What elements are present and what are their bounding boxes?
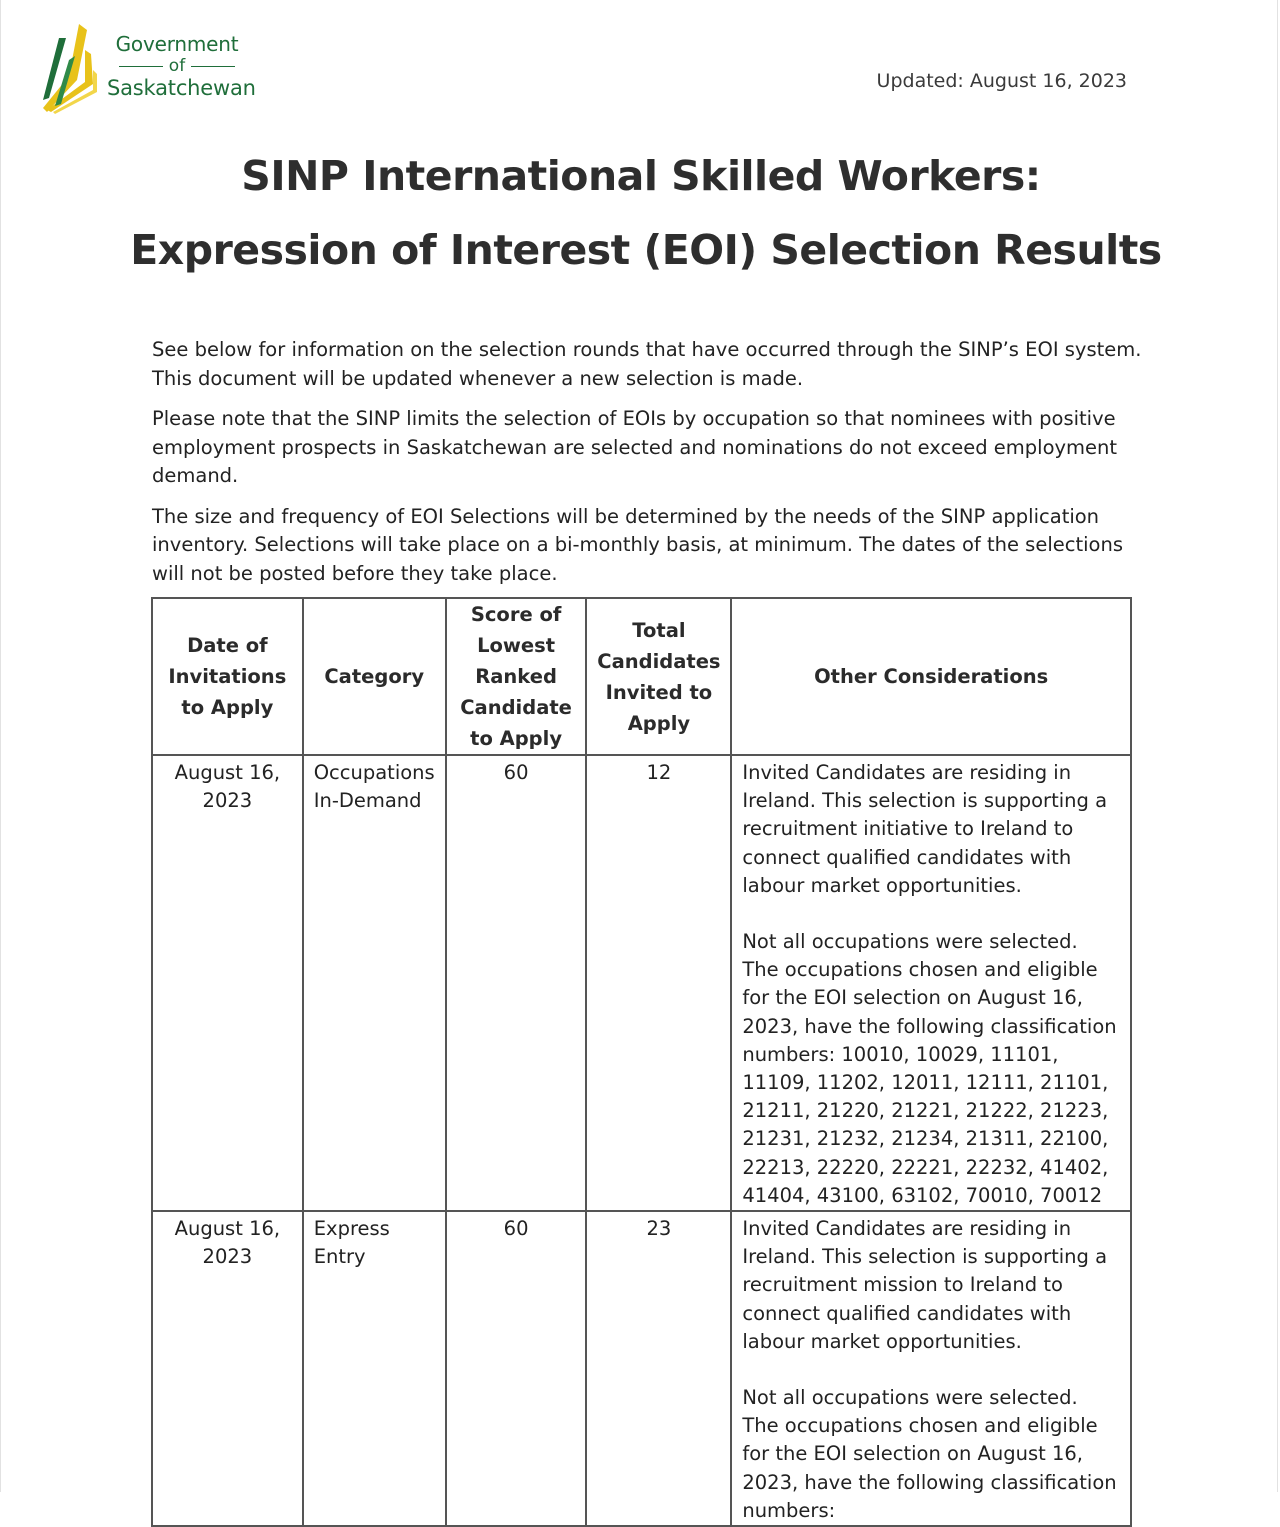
consideration-paragraph-2: Not all occupations were selected. The occupations chosen and eligible for the EOI selection on August 16, 2023, have the following classification numbers:: [742, 1386, 1117, 1522]
wheat-sheaf-logo-icon: [39, 20, 109, 116]
title-line-1: SINP International Skilled Workers:: [241, 152, 1041, 200]
logo-rule-left: [119, 66, 163, 67]
paragraph-gap: [742, 1356, 1120, 1384]
table-row: [152, 1211, 1131, 1526]
intro-text: [152, 336, 1142, 600]
cell-total: 12: [586, 755, 731, 1211]
logo-rule-right: [191, 66, 235, 67]
consideration-paragraph-2: Not all occupations were selected. The occupations chosen and eligible for the EOI selection on August 16, 2023, have the following classification numbers: 10010, 10029, 11101, 11109, 11202, 12011, 12111, 21101, 21211, 21220, 21221, 21222, 21223, 21231, 21232, 21234, 21311, 22100, 22213, 22220, 22221, 22232, 41402, 41404, 43100, 63102, 70010, 70012: [742, 930, 1117, 1207]
intro-paragraph-2: Please note that the SINP limits the selection of EOIs by occupation so that nominees with positive employment prospects in Saskatchewan are selected and nominations do not exceed employment demand.: [152, 407, 1118, 487]
logo-line-of: of: [168, 56, 186, 76]
updated-date: Updated: August 16, 2023: [876, 70, 1127, 92]
logo-line-saskatchewan: Saskatchewan: [107, 76, 256, 100]
logo-line-of-row: [107, 56, 247, 76]
intro-paragraph-1: See below for information on the selection rounds that have occurred through the SINP’s EOI system. This document will be updated whenever a new selection is made.: [152, 338, 1142, 390]
cell-other-considerations: [731, 1211, 1131, 1526]
cell-total: 23: [586, 1211, 731, 1526]
logo-wordmark: [107, 32, 256, 100]
cell-category: Occupations In-Demand: [303, 755, 446, 1211]
intro-paragraph-3: The size and frequency of EOI Selections will be determined by the needs of the SINP application inventory. Selections will take place on a bi-monthly basis, at minimum. The dates of the selections will not be posted before they take place.: [152, 504, 1123, 585]
header-date: Date of Invitations to Apply: [152, 598, 303, 755]
header-total: Total Candidates Invited to Apply: [586, 598, 731, 755]
cell-date: August 16, 2023: [152, 755, 303, 1211]
cell-score: 60: [446, 1211, 587, 1526]
cell-score: 60: [446, 755, 587, 1211]
selection-results-table: [151, 597, 1132, 1527]
cell-other-considerations: [731, 755, 1131, 1211]
logo-line-government: Government: [115, 32, 239, 56]
paragraph-gap: [742, 900, 1120, 928]
cell-date: August 16, 2023: [152, 1211, 303, 1526]
government-logo: [39, 20, 259, 116]
table-row: [152, 755, 1131, 1211]
consideration-paragraph-1: Invited Candidates are residing in Ireland. This selection is supporting a recruitment initiative to Ireland to connect qualified candidates with labour market opportunities.: [742, 761, 1108, 897]
header-score: Score of Lowest Ranked Candidate to Apply: [446, 598, 587, 755]
header-other: Other Considerations: [731, 598, 1131, 755]
consideration-paragraph-1: Invited Candidates are residing in Ireland. This selection is supporting a recruitment mission to Ireland to connect qualified candidates with labour market opportunities.: [742, 1217, 1108, 1353]
cell-category: Express Entry: [303, 1211, 446, 1526]
table-header-row: [152, 598, 1131, 755]
title-line-2: Expression of Interest (EOI) Selection Results: [130, 226, 1162, 274]
header-category: Category: [303, 598, 446, 755]
